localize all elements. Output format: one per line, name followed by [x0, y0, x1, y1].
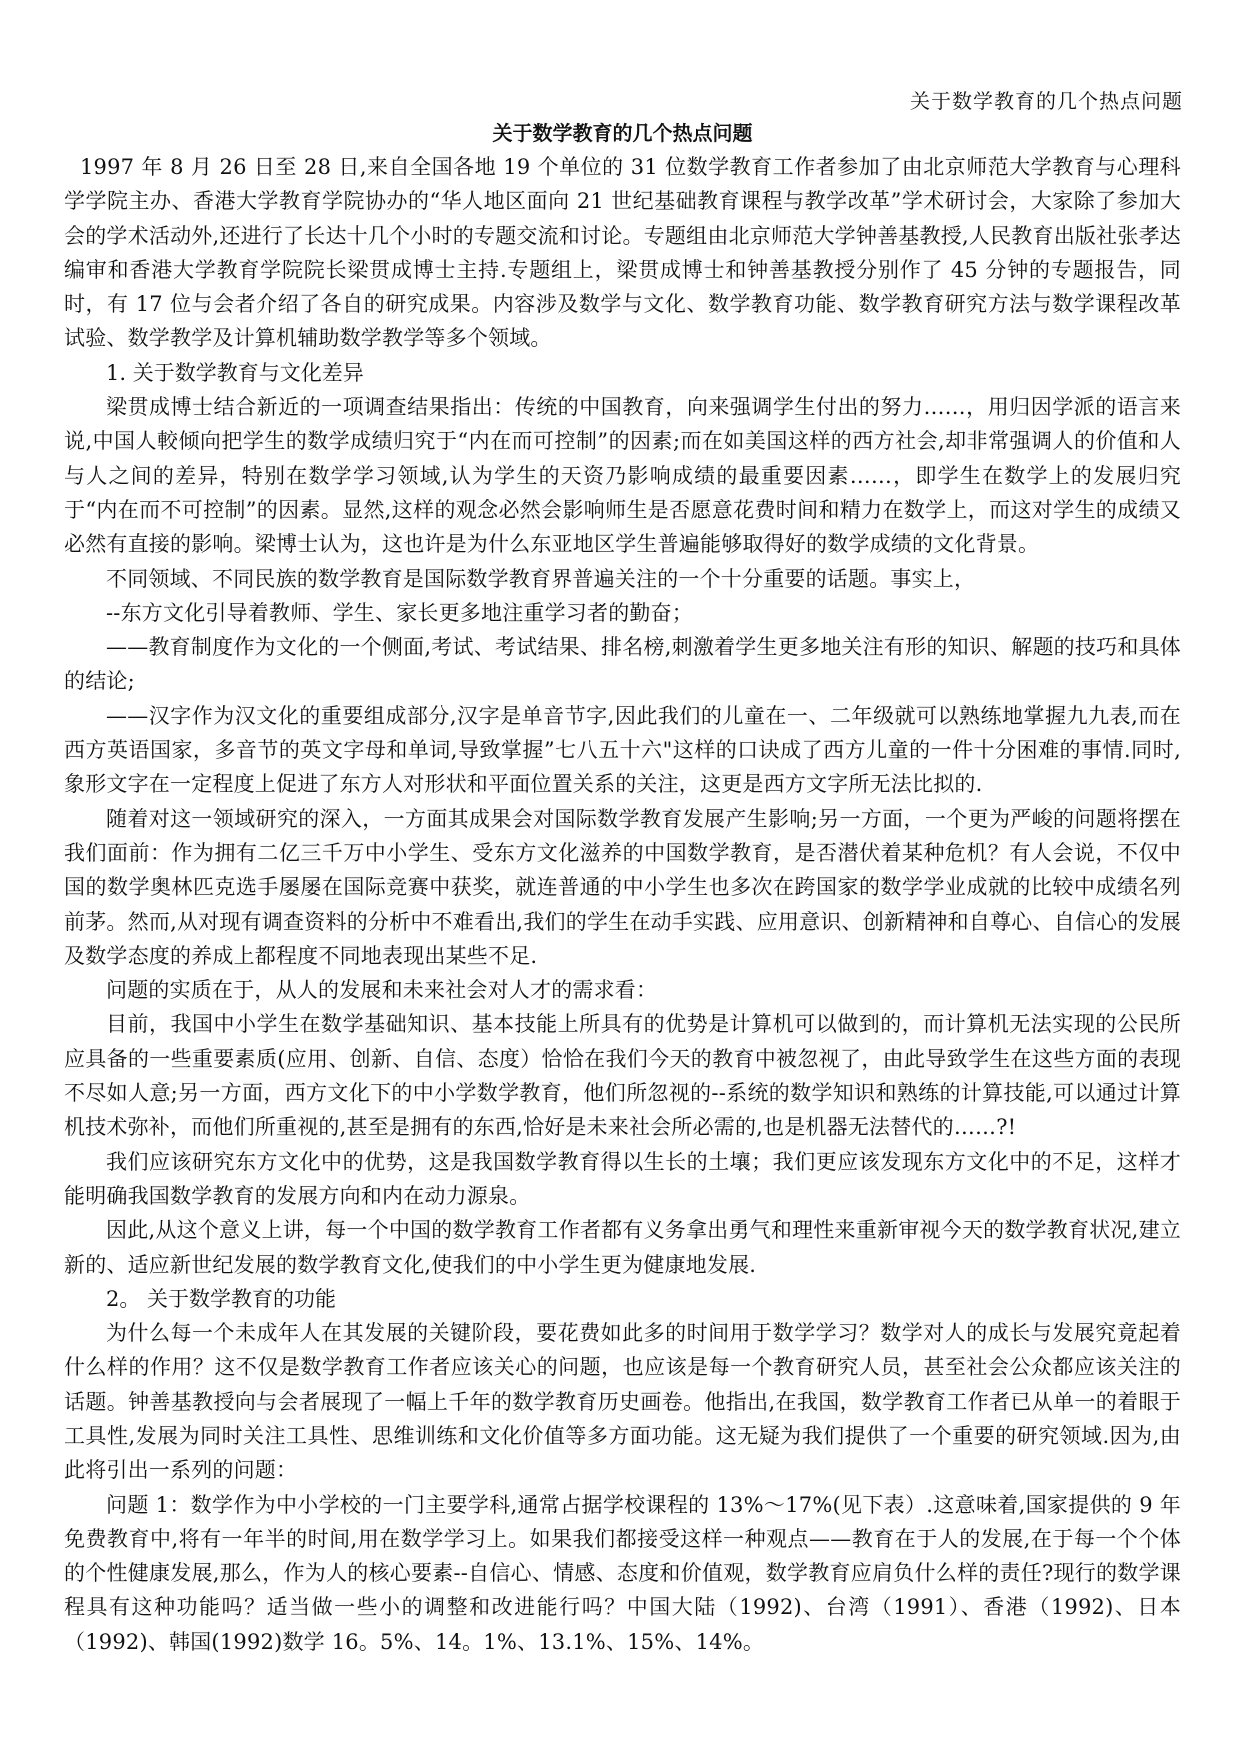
paragraph: 问题 1：数学作为中小学校的一门主要学科,通常占据学校课程的 13%～17%(见下表）.这意味着,国家提供的 9 年免费教育中,将有一年半的时间,用在数学学习上。如果我们都接受这样一种观点——教育在于人的发展,在于每一个个体的个性健康发展,那么，作为人的核心要素--自信心、情感、态度和价值观，数学教育应肩负什么样的责任?现行的数学课程具有这种功能吗？适当做一些小的调整和改进能行吗？中国大陆（1992)、台湾（1991）、香港（1992)、日本（1992)、韩国(1992)数学 16。5%、14。1%、13.1%、15%、14%。 — [64, 1492, 1181, 1654]
paragraph: 因此,从这个意义上讲，每一个中国的数学教育工作者都有义务拿出勇气和理性来重新审视今天的数学教育状况,建立新的、适应新世纪发展的数学教育文化,使我们的中小学生更为健康地发展. — [64, 1218, 1181, 1277]
paragraph: 我们应该研究东方文化中的优势，这是我国数学教育得以生长的土壤；我们更应该发现东方文化中的不足，这样才能明确我国数学教育的发展方向和内在动力源泉。 — [64, 1149, 1181, 1208]
paragraph: 随着对这一领域研究的深入，一方面其成果会对国际数学教育发展产生影响;另一方面，一个更为严峻的问题将摆在我们面前：作为拥有二亿三千万中小学生、受东方文化滋养的中国数学教育，是否潜伏着某种危机？有人会说，不仅中国的数学奥林匹克选手屡屡在国际竞赛中获奖，就连普通的中小学生也多次在跨国家的数学学业成就的比较中成绩名列前茅。然而,从对现有调查资料的分析中不难看出,我们的学生在动手实践、应用意识、创新精神和自尊心、自信心的发展及数学态度的养成上都程度不同地表现出某些不足. — [64, 806, 1181, 968]
paragraph: ——汉字作为汉文化的重要组成部分,汉字是单音节字,因此我们的儿童在一、二年级就可以熟练地掌握九九表,而在西方英语国家，多音节的英文字母和单词,导致掌握”七八五十六"这样的口诀成了西方儿童的一件十分困难的事情.同时,象形文字在一定程度上促进了东方人对形状和平面位置关系的关注，这更是西方文字所无法比拟的. — [64, 703, 1181, 797]
paragraph: --东方文化引导着教师、学生、家长更多地注重学习者的勤奋； — [106, 600, 693, 625]
paragraph: ——教育制度作为文化的一个侧面,考试、考试结果、排名榜,刺激着学生更多地关注有形的知识、解题的技巧和具体的结论; — [64, 635, 1181, 694]
paragraph: 目前，我国中小学生在数学基础知识、基本技能上所具有的优势是计算机可以做到的，而计算机无法实现的公民所应具备的一些重要素质(应用、创新、自信、态度）恰恰在我们今天的教育中被忽视了，由此导致学生在这些方面的表现不尽如人意;另一方面，西方文化下的中小学数学教育，他们所忽视的--系统的数学知识和熟练的计算技能,可以通过计算机技术弥补，而他们所重视的,甚至是拥有的东西,恰好是未来社会所必需的,也是机器无法替代的……?! — [64, 1012, 1181, 1140]
paragraph: 为什么每一个未成年人在其发展的关键阶段，要花费如此多的时间用于数学学习？数学对人的成长与发展究竟起着什么样的作用？这不仅是数学教育工作者应该关心的问题，也应该是每一个教育研究人员，甚至社会公众都应该关注的话题。钟善基教授向与会者展现了一幅上千年的数学教育历史画卷。他指出,在我国，数学教育工作者已从单一的着眼于工具性,发展为同时关注工具性、思维训练和文化价值等多方面功能。这无疑为我们提供了一个重要的研究领域.因为,由此将引出一系列的问题： — [64, 1321, 1181, 1483]
running-header: 关于数学教育的几个热点问题 — [910, 89, 1183, 113]
paragraph: 不同领域、不同民族的数学教育是国际数学教育界普遍关注的一个十分重要的话题。事实上， — [106, 566, 976, 591]
document-title: 关于数学教育的几个热点问题 — [492, 121, 753, 145]
paragraph: 问题的实质在于，从人的发展和未来社会对人才的需求看： — [106, 978, 658, 1003]
intro-paragraph: 1997 年 8 月 26 日至 28 日,来自全国各地 19 个单位的 31 位数学教育工作者参加了由北京师范大学教育与心理科学学院主办、香港大学教育学院协办的“华人地区面向 21 世纪基础教育课程与教学改革”学术研讨会，大家除了参加大会的学术活动外,还进行了长达十几个小时的专题交流和讨论。专题组由北京师范大学钟善基教授,人民教育出版社张孝达编审和香港大学教育学院院长梁贯成博士主持.专题组上，梁贯成博士和钟善基教授分别作了 45 分钟的专题报告，同时，有 17 位与会者介绍了各自的研究成果。内容涉及数学与文化、数学教育功能、数学教育研究方法与数学课程改革试验、数学教学及计算机辅助数学教学等多个领域。 — [64, 155, 1181, 351]
section-heading-culture: 1. 关于数学教育与文化差异 — [106, 360, 364, 385]
paragraph: 梁贯成博士结合新近的一项调查结果指出：传统的中国教育，向来强调学生付出的努力……，用归因学派的语言来说,中国人較倾向把学生的数学成绩归究于“内在而可控制”的因素;而在如美国这样的西方社会,却非常强调人的价值和人与人之间的差异，特别在数学学习领域,认为学生的天资乃影响成绩的最重要因素……，即学生在数学上的发展归究于“内在而不可控制”的因素。显然,这样的观念必然会影响师生是否愿意花费时间和精力在数学上，而这对学生的成绩又必然有直接的影响。梁博士认为，这也许是为什么东亚地区学生普遍能够取得好的数学成绩的文化背景。 — [64, 395, 1181, 557]
section-heading-function: 2。 关于数学教育的功能 — [106, 1286, 337, 1311]
document-body — [64, 120, 1181, 1659]
